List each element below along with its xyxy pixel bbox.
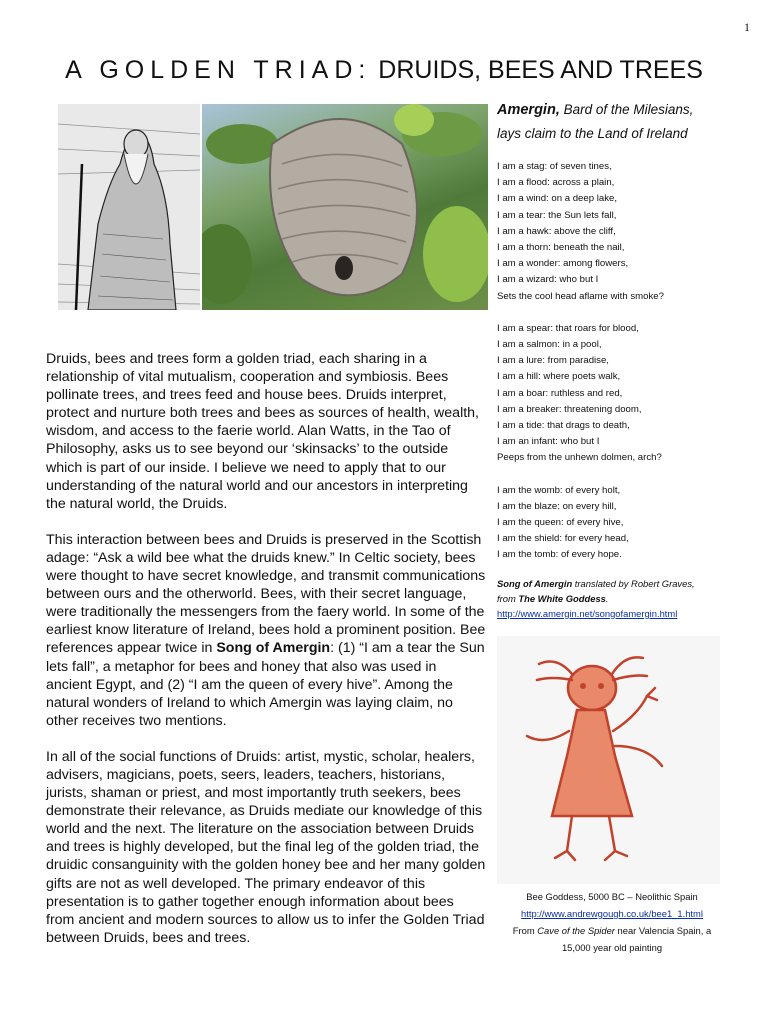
- poem-line: I am an infant: who but I: [497, 436, 600, 448]
- credit-period: .: [605, 592, 609, 604]
- credit-translator: translated by Robert Graves,: [572, 577, 695, 589]
- druid-engraving-image: [58, 104, 200, 310]
- poem-stanza-2: [497, 321, 727, 467]
- caption-source: [497, 922, 727, 939]
- poem-line: I am a hill: where poets walk,: [497, 371, 621, 383]
- caption-from: From: [512, 925, 538, 936]
- amergin-name: Amergin,: [497, 102, 560, 118]
- poem-line: I am the tomb: of every hope.: [497, 549, 622, 561]
- header-illustrations: [58, 104, 488, 310]
- caption-near: near Valencia Spain, a: [614, 925, 712, 936]
- poem-line: I am a thorn: beneath the nail,: [497, 242, 625, 254]
- poem-line: I am a wizard: who but I: [497, 274, 599, 286]
- paragraph2-text-a: This interaction between bees and Druids is preserved in the Scottish adage: “Ask a wild bee what the druids knew.” In Celtic society, bees were thought to have secret knowledge, and transmit communications between ours and the otherworld. Bees, with their secret language, were traditionally the messengers from the faery world. In some of the earliest know literature of Ireland, bees hold a prominent position. Bee references appear twice in: [46, 531, 486, 657]
- sidebar-heading-line2: lays claim to the Land of Ireland: [497, 126, 688, 141]
- song-of-amergin-bold: Song of Amergin: [216, 640, 331, 657]
- poem-line: I am the blaze: on every hill,: [497, 500, 617, 512]
- song-of-amergin-poem: [497, 159, 727, 564]
- amergin-link[interactable]: http://www.amergin.net/songofamergin.html: [497, 607, 678, 619]
- poem-line: I am a boar: ruthless and red,: [497, 387, 623, 399]
- poem-stanza-3: [497, 483, 727, 564]
- amergin-sidebar: [497, 98, 727, 621]
- wasp-nest-photo: [202, 104, 488, 310]
- poem-line: I am a wonder: among flowers,: [497, 258, 629, 270]
- poem-line: I am the queen: of every hive,: [497, 517, 624, 529]
- poem-line: I am a tear: the Sun lets fall,: [497, 209, 617, 221]
- sidebar-heading-line1: Bard of the Milesians,: [559, 102, 694, 117]
- poem-line: Peeps from the unhewn dolmen, arch?: [497, 452, 662, 464]
- poem-line: I am a spear: that roars for blood,: [497, 322, 639, 334]
- poem-line: I am a flood: across a plain,: [497, 177, 615, 189]
- poem-line: I am a breaker: threatening doom,: [497, 403, 642, 415]
- sidebar-heading: [497, 98, 727, 145]
- poem-line: I am a wind: on a deep lake,: [497, 193, 617, 205]
- page-title: [0, 56, 768, 85]
- paragraph-intro: Druids, bees and trees form a golden triad, each sharing in a relationship of vital mutualism, cooperation and symbiosis. Bees pollinate trees, and trees feed and house bees. Druids interpret, protect and nurture both trees and bees as sources of health, wealth, wisdom, and access to the faerie world. Alan Watts, in the Tao of Philosophy, asks us to see beyond our ‘skinsacks’ to the outside which is part of our inside. I believe we need to apply that to our understanding of the natural world and our ancestors in interpreting the natural world, the Druids.: [46, 351, 479, 512]
- poem-line: I am the womb: of every holt,: [497, 484, 621, 496]
- credit-from: from: [497, 592, 519, 604]
- poem-line: I am the shield: for every head,: [497, 533, 629, 545]
- poem-line: I am a salmon: in a pool,: [497, 339, 602, 351]
- caption-age: 15,000 year old painting: [561, 942, 663, 953]
- main-body-text: [46, 350, 486, 965]
- poem-line: I am a hawk: above the cliff,: [497, 225, 616, 237]
- paragraph-bees-druids: [46, 531, 486, 730]
- poem-credit: [497, 576, 727, 621]
- poem-stanza-1: [497, 159, 727, 305]
- bee-goddess-painting: [497, 636, 720, 884]
- poem-line: I am a stag: of seven tines,: [497, 161, 612, 172]
- page-number: 1: [744, 20, 750, 34]
- goddess-caption: [497, 888, 727, 956]
- credit-song-title: Song of Amergin: [497, 577, 573, 589]
- title-rest: DRUIDS, BEES AND TREES: [371, 56, 703, 84]
- paragraph2-text-b: : (1) “I am a tear the Sun lets fall”, a metaphor for bees and honey that also was used in ancient Egypt, and (2) “I am the queen of every hive”. Among the natural wonders of Ireland to which Amergin was laying claim, no other receives two mentions.: [46, 640, 485, 729]
- poem-line: I am a lure: from paradise,: [497, 355, 609, 367]
- wasp-nest-icon: [202, 104, 488, 310]
- druid-figure-icon: [58, 104, 200, 310]
- andrewgough-link[interactable]: http://www.andrewgough.co.uk/bee1_1.html: [521, 908, 703, 919]
- poem-line: Sets the cool head aflame with smoke?: [497, 290, 664, 302]
- bee-goddess-icon: [497, 636, 720, 884]
- title-spaced-part: A GOLDEN TRIAD:: [65, 56, 372, 84]
- paragraph-social-functions: In all of the social functions of Druids: artist, mystic, scholar, healers, advisers, magicians, poets, seers, leaders, teachers, historians, jurists, shaman or priest, and most importantly truth seekers, bees demonstrate their relevance, as Druids mediate our knowledge of this world and the next. The literature on the association between Druids and trees is highly developed, but the final leg of the golden triad, the druidic consanguinity with the golden honey bee and her many golden gifts are not as well developed. The primary endeavor of this presentation is to gather together enough information about bees from ancient and modern sources to allow us to infer the Golden Triad between Druids, bees and trees.: [46, 748, 486, 946]
- caption-cave: Cave of the Spider: [537, 925, 615, 936]
- credit-book: The White Goddess: [518, 592, 606, 604]
- poem-line: I am a tide: that drags to death,: [497, 420, 630, 432]
- caption-line1: Bee Goddess, 5000 BC – Neolithic Spain: [526, 891, 698, 902]
